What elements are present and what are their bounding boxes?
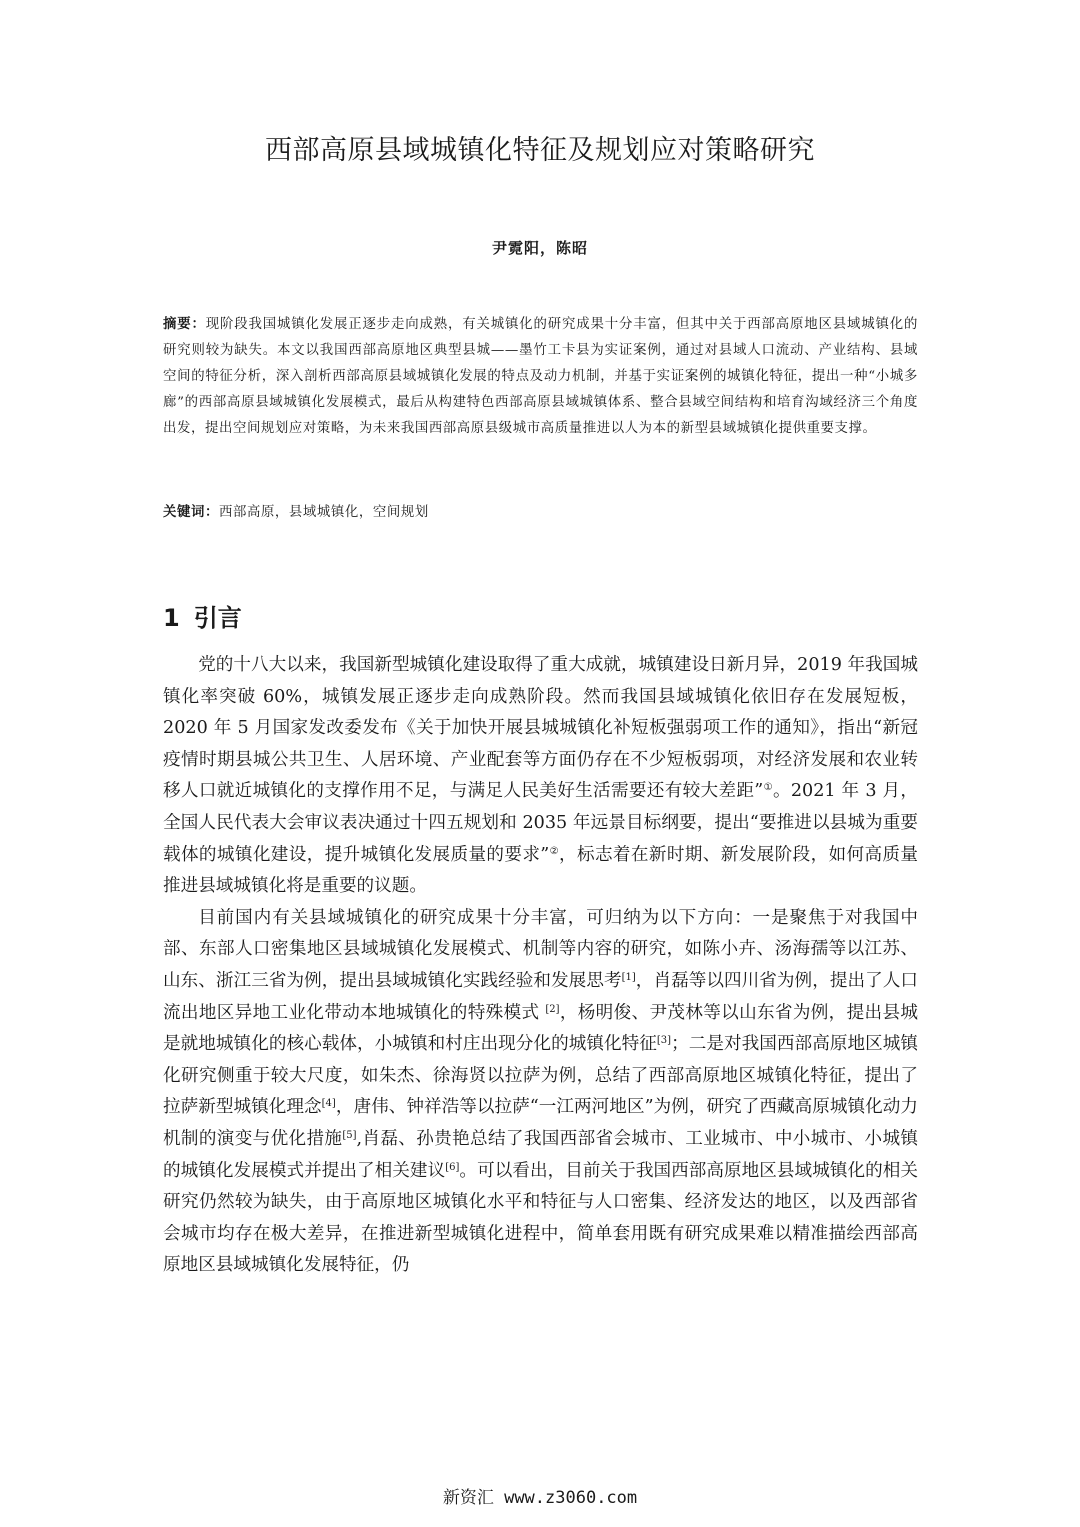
text-run: ，肖磊等以四川省为例，提出了人口流出地区异地工业化带动本地城镇化的特殊模式 <box>163 970 918 1023</box>
section-number: 1 <box>163 604 180 632</box>
citation-ref: [2] <box>545 1003 560 1015</box>
text-run: 目前国内有关县域城镇化的研究成果十分丰富，可归纳为以下方向：一是聚焦于对我国中部、东部人口密集地区县域城镇化发展模式、机制等内容的研究，如陈小卉、汤海孺等以江苏、山东、浙江三省为例，提出县域城镇化实践经验和发展思考 <box>163 907 918 991</box>
text-run: 党的十八大以来，我国新型城镇化建设取得了重大成就，城镇建设日新月异，2019 年我国城镇化率突破 60%，城镇发展正逐步走向成熟阶段。然而我国县域城镇化依旧存在发展短板，2020 年 5 月国家发改委发布《关于加快开展县城城镇化补短板强弱项工作的通知》，指出“新冠疫情时期县城公共卫生、人居环境、产业配套等方面仍存在不少短板弱项，对经济发展和农业转移人口就近城镇化的支撑作用不足，与满足人民美好生活需要还有较大差距” <box>163 655 918 802</box>
text-run: ，唐伟、钟祥浩等以拉萨“一江两河地区”为例，研究了西藏高原城镇化动力机制的演变与优化措施 <box>163 1097 918 1149</box>
citation-ref: [3] <box>656 1035 672 1047</box>
paper-authors: 尹霓阳，陈昭 <box>491 239 588 257</box>
text-run: 。2021 年 3 月，全国人民代表大会审议表决通过十四五规划和 2035 年远景目标纲要，提出“要推进以县城为重要载体的城镇化建设，提升城镇化发展质量的要求” <box>163 781 919 865</box>
text-run: ；二是对我国西部高原地区城镇化研究侧重于较大尺度，如朱杰、徐海贤以拉萨为例，总结了西部高原地区城镇化特征，提出了拉萨新型城镇化理念 <box>163 1034 918 1118</box>
keywords-label: 关键词： <box>163 505 219 520</box>
abstract-text: 现阶段我国城镇化发展正逐步走向成熟，有关城镇化的研究成果十分丰富，但其中关于西部高原地区县域城镇化的研究则较为缺失。本文以我国西部高原地区典型县城——墨竹工卡县为实证案例，通过对县域人口流动、产业结构、县域空间的特征分析，深入剖析西部高原县域城镇化发展的特点及动力机制，并基于实证案例的城镇化特征，提出一种“小城多廊”的西部高原县域城镇化发展模式，最后从构建特色西部高原县域城镇体系、整合县域空间结构和培育沟域经济三个角度出发，提出空间规划应对策略，为未来我国西部高原县级城市高质量推进以人为本的新型县域城镇化提供重要支撑。 <box>163 317 918 436</box>
paper-title: 西部高原县域城镇化特征及规划应对策略研究 <box>265 135 815 166</box>
abstract <box>163 312 918 442</box>
citation-ref: [1] <box>621 971 636 983</box>
text-run: ，标志着在新时期、新发展阶段，如何高质量推进县域城镇化将是重要的议题。 <box>163 844 918 897</box>
footer-watermark: 新资汇 www.z3060.com <box>442 1488 638 1508</box>
paragraph-1 <box>163 650 918 903</box>
text-run: ,肖磊、孙贵艳总结了我国西部省会城市、工业城市、中小城市、小城镇的城镇化发展模式并提出了相关建议 <box>163 1128 918 1181</box>
keywords <box>163 500 918 526</box>
text-run: ，杨明俊、尹茂林等以山东省为例，提出县城是就地城镇化的核心载体，小城镇和村庄出现分化的城镇化特征 <box>163 1002 918 1055</box>
citation-ref: [4] <box>321 1098 336 1110</box>
text-run: 。可以看出，目前关于我国西部高原地区县域城镇化的相关研究仍然较为缺失，由于高原地区城镇化水平和特征与人口密集、经济发达的地区，以及西部省会城市均存在极大差异，在推进新型城镇化进程中，简单套用既有研究成果难以精准描绘西部高原地区县域城镇化发展特征，仍 <box>163 1160 918 1276</box>
body-text <box>163 650 918 1282</box>
citation-ref: [6] <box>445 1161 460 1173</box>
footnote-marker: ② <box>549 845 560 857</box>
section-title: 引言 <box>193 604 242 632</box>
keywords-text: 西部高原，县域城镇化，空间规划 <box>218 505 429 520</box>
footnote-marker: ① <box>763 782 773 794</box>
section-heading <box>163 598 242 633</box>
abstract-label: 摘要： <box>163 317 206 332</box>
paragraph-2 <box>163 903 918 1282</box>
citation-ref: [5] <box>342 1129 357 1141</box>
